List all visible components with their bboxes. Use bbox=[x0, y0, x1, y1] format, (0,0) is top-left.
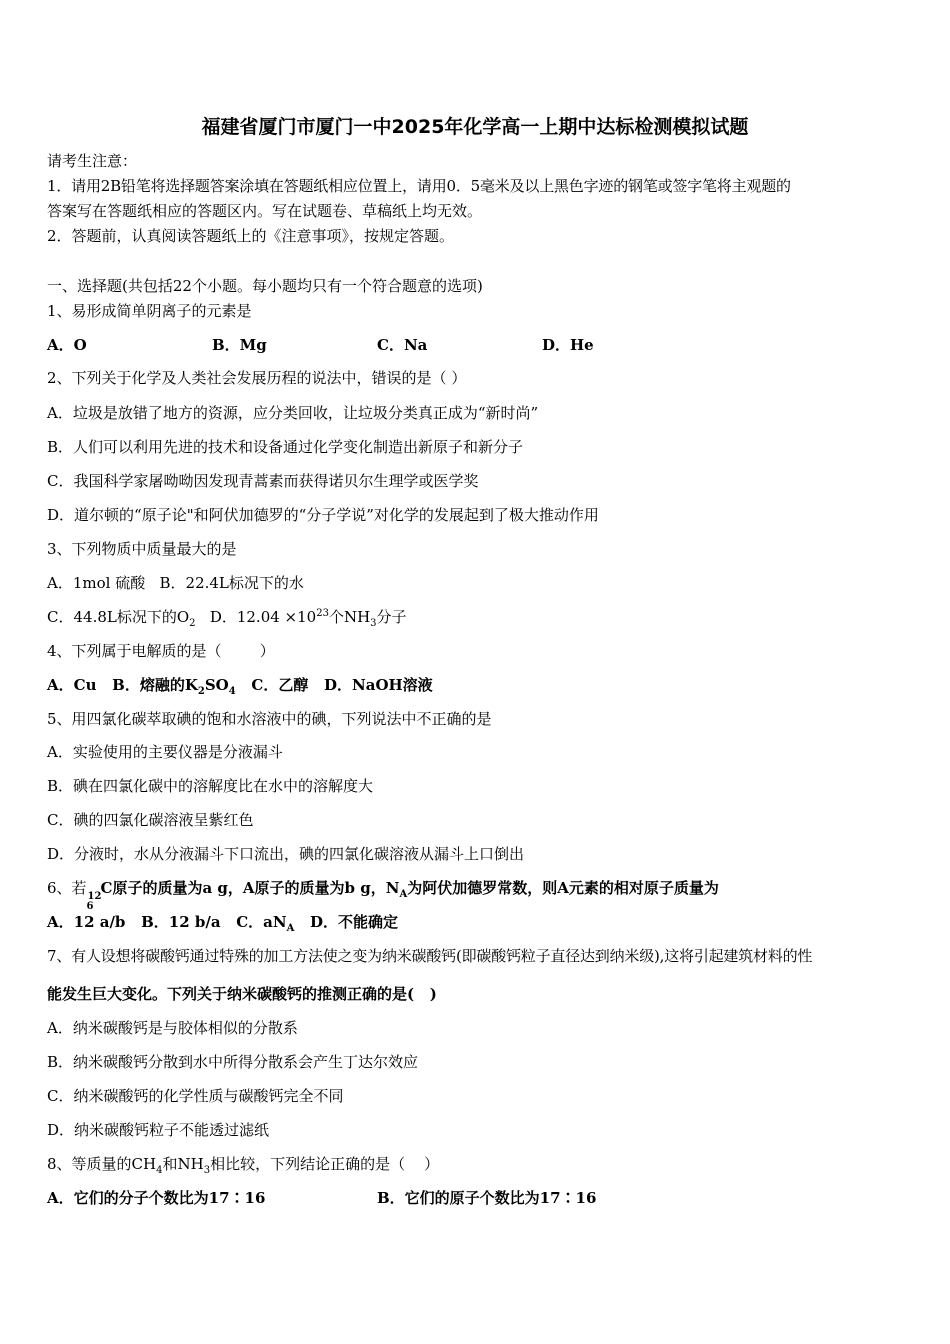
question-7-stem-line-1: 7、有人设想将碳酸钙通过特殊的加工方法使之变为纳米碳酸钙(即碳酸钙粒子直径达到纳米级),这将引起建筑材料的性 bbox=[47, 947, 813, 965]
question-3-stem: 3、下列物质中质量最大的是 bbox=[47, 540, 237, 558]
q6-na-subscript: A bbox=[399, 889, 408, 900]
notice-heading: 请考生注意： bbox=[47, 152, 138, 170]
q3-d-subscript: 3 bbox=[370, 618, 377, 629]
question-8-stem bbox=[47, 1154, 439, 1174]
question-1-option-a: A．O bbox=[47, 336, 87, 354]
q6-mid: C原子的质量为a g，A原子的质量为b g，N bbox=[100, 879, 400, 897]
q6-options-pre: A．12 a/b B．12 b/a C．aN bbox=[47, 913, 287, 931]
question-5-option-c: C．碘的四氯化碳溶液呈紫红色 bbox=[47, 811, 254, 829]
question-1-option-c: C．Na bbox=[377, 336, 428, 354]
question-2-option-d: D．道尔顿的“原子论"和阿伏加德罗的“分子学说”对化学的发展起到了极大推动作用 bbox=[47, 506, 599, 524]
q6-options-subscript: A bbox=[286, 923, 295, 934]
question-3-options-ab: A．1mol 硫酸 B．22.4L标况下的水 bbox=[47, 574, 304, 592]
notice-item-1-line-1: 1．请用2B铅笔将选择题答案涂填在答题纸相应位置上，请用0．5毫米及以上黑色字迹的钢笔或签字笔将主观题的 bbox=[47, 177, 791, 195]
question-2-option-a: A．垃圾是放错了地方的资源，应分类回收，让垃圾分类真正成为“新时尚” bbox=[47, 404, 539, 422]
question-7-option-c: C．纳米碳酸钙的化学性质与碳酸钙完全不同 bbox=[47, 1087, 344, 1105]
question-2-option-b: B．人们可以利用先进的技术和设备通过化学变化制造出新原子和新分子 bbox=[47, 438, 524, 456]
question-5-option-b: B．碘在四氯化碳中的溶解度比在水中的溶解度大 bbox=[47, 777, 374, 795]
question-7-option-a: A．纳米碳酸钙是与胶体相似的分散系 bbox=[47, 1019, 298, 1037]
q8-mid: 和NH bbox=[162, 1155, 204, 1173]
question-8-option-a: A．它们的分子个数比为17∶16 bbox=[47, 1189, 266, 1207]
notice-item-2: 2．答题前，认真阅读答题纸上的《注意事项》，按规定答题。 bbox=[47, 227, 455, 245]
question-2-option-c: C．我国科学家屠呦呦因发现青蒿素而获得诺贝尔生理学或医学奖 bbox=[47, 472, 479, 490]
q3-d-mid: 个NH bbox=[328, 608, 371, 626]
q8-pre: 8、等质量的CH bbox=[47, 1155, 157, 1173]
q3-c-subscript: 2 bbox=[189, 618, 196, 629]
question-6-options bbox=[47, 912, 398, 932]
q4-b-sub-2: 4 bbox=[228, 686, 236, 697]
question-6-stem: 6、若 6 12 C原子的质量为a g，A原子的质量为b g，$N_A$为阿伏加德罗常数，则A元素的相对原子质量为 bbox=[47, 879, 719, 912]
q4-option-d: D．NaOH溶液 bbox=[324, 676, 433, 694]
question-5-option-d: D．分液时，水从分液漏斗下口流出，碘的四氯化碳溶液从漏斗上口倒出 bbox=[47, 845, 525, 863]
question-7-stem-line-2: 能发生巨大变化。下列关于纳米碳酸钙的推测正确的是( ) bbox=[47, 985, 437, 1003]
q4-option-a: A．Cu bbox=[47, 676, 113, 694]
q8-sub-2: 3 bbox=[203, 1165, 211, 1176]
question-4-stem: 4、下列属于电解质的是（ ） bbox=[47, 642, 275, 660]
q8-post: 相比较，下列结论正确的是（ ） bbox=[210, 1155, 440, 1173]
q3-d-text: D．12.04 ×10 bbox=[195, 608, 317, 626]
q3-d-superscript: 23 bbox=[316, 608, 329, 619]
q8-sub-1: 4 bbox=[156, 1165, 163, 1176]
question-1-stem: 1、易形成简单阴离子的元素是 bbox=[47, 302, 252, 320]
section-heading: 一、选择题(共包括22个小题。每小题均只有一个符合题意的选项) bbox=[47, 277, 483, 295]
page-title: 福建省厦门市厦门一中2025年化学高一上期中达标检测模拟试题 bbox=[201, 116, 749, 138]
q6-options-post: D．不能确定 bbox=[294, 913, 399, 931]
question-3-options-cd bbox=[47, 607, 407, 627]
q4-b-mid: SO bbox=[204, 676, 229, 694]
question-1-option-d: D．He bbox=[542, 336, 594, 354]
question-7-option-d: D．纳米碳酸钙粒子不能透过滤纸 bbox=[47, 1121, 270, 1139]
question-7-option-b: B．纳米碳酸钙分散到水中所得分散系会产生丁达尔效应 bbox=[47, 1053, 419, 1071]
notice-item-1-line-2: 答案写在答题纸相应的答题区内。写在试题卷、草稿纸上均无效。 bbox=[47, 202, 483, 220]
q4-option-b: B．熔融的K bbox=[112, 676, 198, 694]
q6-post: 为阿伏加德罗常数，则A元素的相对原子质量为 bbox=[407, 879, 719, 897]
question-2-stem: 2、下列关于化学及人类社会发展历程的说法中，错误的是（ ） bbox=[47, 369, 467, 387]
question-8-option-b: B．它们的原子个数比为17∶16 bbox=[377, 1189, 597, 1207]
question-4-options bbox=[47, 675, 433, 695]
q3-c-text: C．44.8L标况下的O bbox=[47, 608, 190, 626]
q6-pre: 6、若 bbox=[47, 879, 87, 897]
q4-option-c: C．乙醇 bbox=[235, 676, 324, 694]
q3-d-post: 分子 bbox=[376, 608, 407, 626]
question-5-option-a: A．实验使用的主要仪器是分液漏斗 bbox=[47, 743, 283, 761]
question-5-stem: 5、用四氯化碳萃取碘的饱和水溶液中的碘，下列说法中不正确的是 bbox=[47, 710, 492, 728]
question-1-option-b: B．Mg bbox=[212, 336, 267, 354]
q4-b-sub-1: 2 bbox=[197, 686, 205, 697]
